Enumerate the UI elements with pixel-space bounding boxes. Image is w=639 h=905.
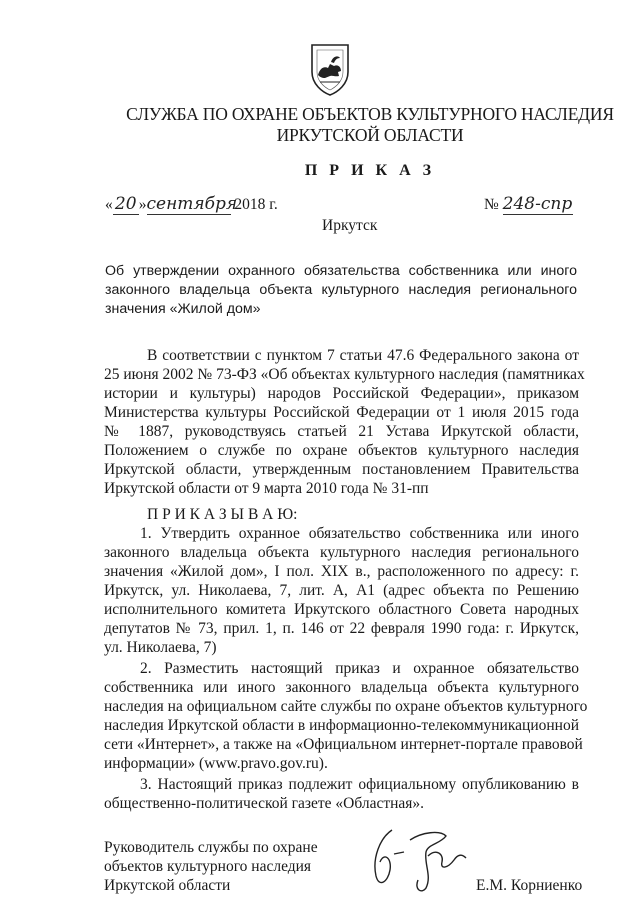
preamble-line: Министерства культуры Российской Федерации от 1 июля 2015 года xyxy=(104,404,579,421)
subject-line: Об утверждении охранного обязательства собственника или иного xyxy=(105,263,577,279)
position-line: объектов культурного наследия xyxy=(104,858,312,875)
item-line: информации» (www.pravo.gov.ru). xyxy=(104,755,328,772)
item-line: 1. Утвердить охранное обязательство собственника или иного xyxy=(140,525,579,542)
item-line: собственника или иного законного владельца объекта культурного xyxy=(104,679,579,696)
number-value: 248-спр xyxy=(502,194,573,214)
item-line: 2. Разместить настоящий приказ и охранное обязательство xyxy=(140,660,579,677)
number-prefix: № xyxy=(484,196,499,213)
position-line: Иркутской области xyxy=(104,877,231,894)
preamble-line: № 1887, руководствуясь статьей 21 Устава Иркутской области, xyxy=(104,423,579,440)
handwritten-signature-icon xyxy=(362,818,470,896)
item-line: значения «Жилой дом», I пол. XIX в., расположенного по адресу: г. xyxy=(104,563,579,580)
date-year: 2018 г. xyxy=(234,196,278,213)
order-heading: П Р И К А З Ы В А Ю: xyxy=(147,506,298,523)
item-line: Иркутск, ул. Николаева, 7, лит. А, А1 (адрес объекта по Решению xyxy=(104,582,579,599)
order-number xyxy=(484,195,573,215)
agency-name-line-1: СЛУЖБА ПО ОХРАНЕ ОБЪЕКТОВ КУЛЬТУРНОГО НАСЛЕДИЯ xyxy=(126,104,614,124)
item-line: сети «Интернет», а также на «Официальном интернет-портале правовой xyxy=(104,736,583,753)
item-line: законного владельца объекта культурного наследия регионального xyxy=(104,544,579,561)
item-line: депутатов № 73, прил. 1, п. 146 от 22 февраля 1990 года: г. Иркутск, xyxy=(104,620,579,637)
agency-name-line-2: ИРКУТСКОЙ ОБЛАСТИ xyxy=(276,125,464,145)
item-line: исполнительного комитета Иркутского областного Совета народных xyxy=(104,601,579,618)
coat-of-arms-icon xyxy=(308,42,352,96)
preamble-line: Иркутской области, утвержденным постановлением Правительства xyxy=(104,461,579,478)
signatory-name: Е.М. Корниенко xyxy=(476,877,583,894)
date-day: 20 xyxy=(113,195,139,215)
subject-line: значения «Жилой дом» xyxy=(105,301,261,317)
preamble-line: Иркутской области от 9 марта 2010 года № 31-пп xyxy=(104,480,429,497)
item-line: наследия на официальном сайте службы по охране объектов культурного xyxy=(104,698,588,715)
item-line: 3. Настоящий приказ подлежит официальному опубликованию в xyxy=(140,776,579,793)
date-quote-close: » xyxy=(138,196,147,213)
preamble-line: Положением о службе по охране объектов культурного наследия xyxy=(104,442,579,459)
item-line: общественно-политической газете «Областная». xyxy=(104,795,425,812)
preamble-line: истории и культуры) народов Российской Федерации», приказом xyxy=(104,385,579,402)
item-line: ул. Николаева, 7) xyxy=(104,639,217,656)
item-line: наследия Иркутской области в информационно-телекоммуникационной xyxy=(104,717,579,734)
order-date xyxy=(105,195,278,215)
preamble-line: 25 июня 2002 № 73-ФЗ «Об объектах культурного наследия (памятниках xyxy=(104,366,585,383)
document-type-title: П Р И К А З xyxy=(304,162,436,179)
city-name: Иркутск xyxy=(322,217,378,234)
date-quote-open: « xyxy=(105,196,113,213)
preamble-line: В соответствии с пунктом 7 статьи 47.6 Федерального закона от xyxy=(147,347,579,364)
subject-line: законного владельца объекта культурного наследия регионального xyxy=(105,282,577,298)
date-month: сентября xyxy=(146,194,238,214)
position-line: Руководитель службы по охране xyxy=(104,839,318,856)
